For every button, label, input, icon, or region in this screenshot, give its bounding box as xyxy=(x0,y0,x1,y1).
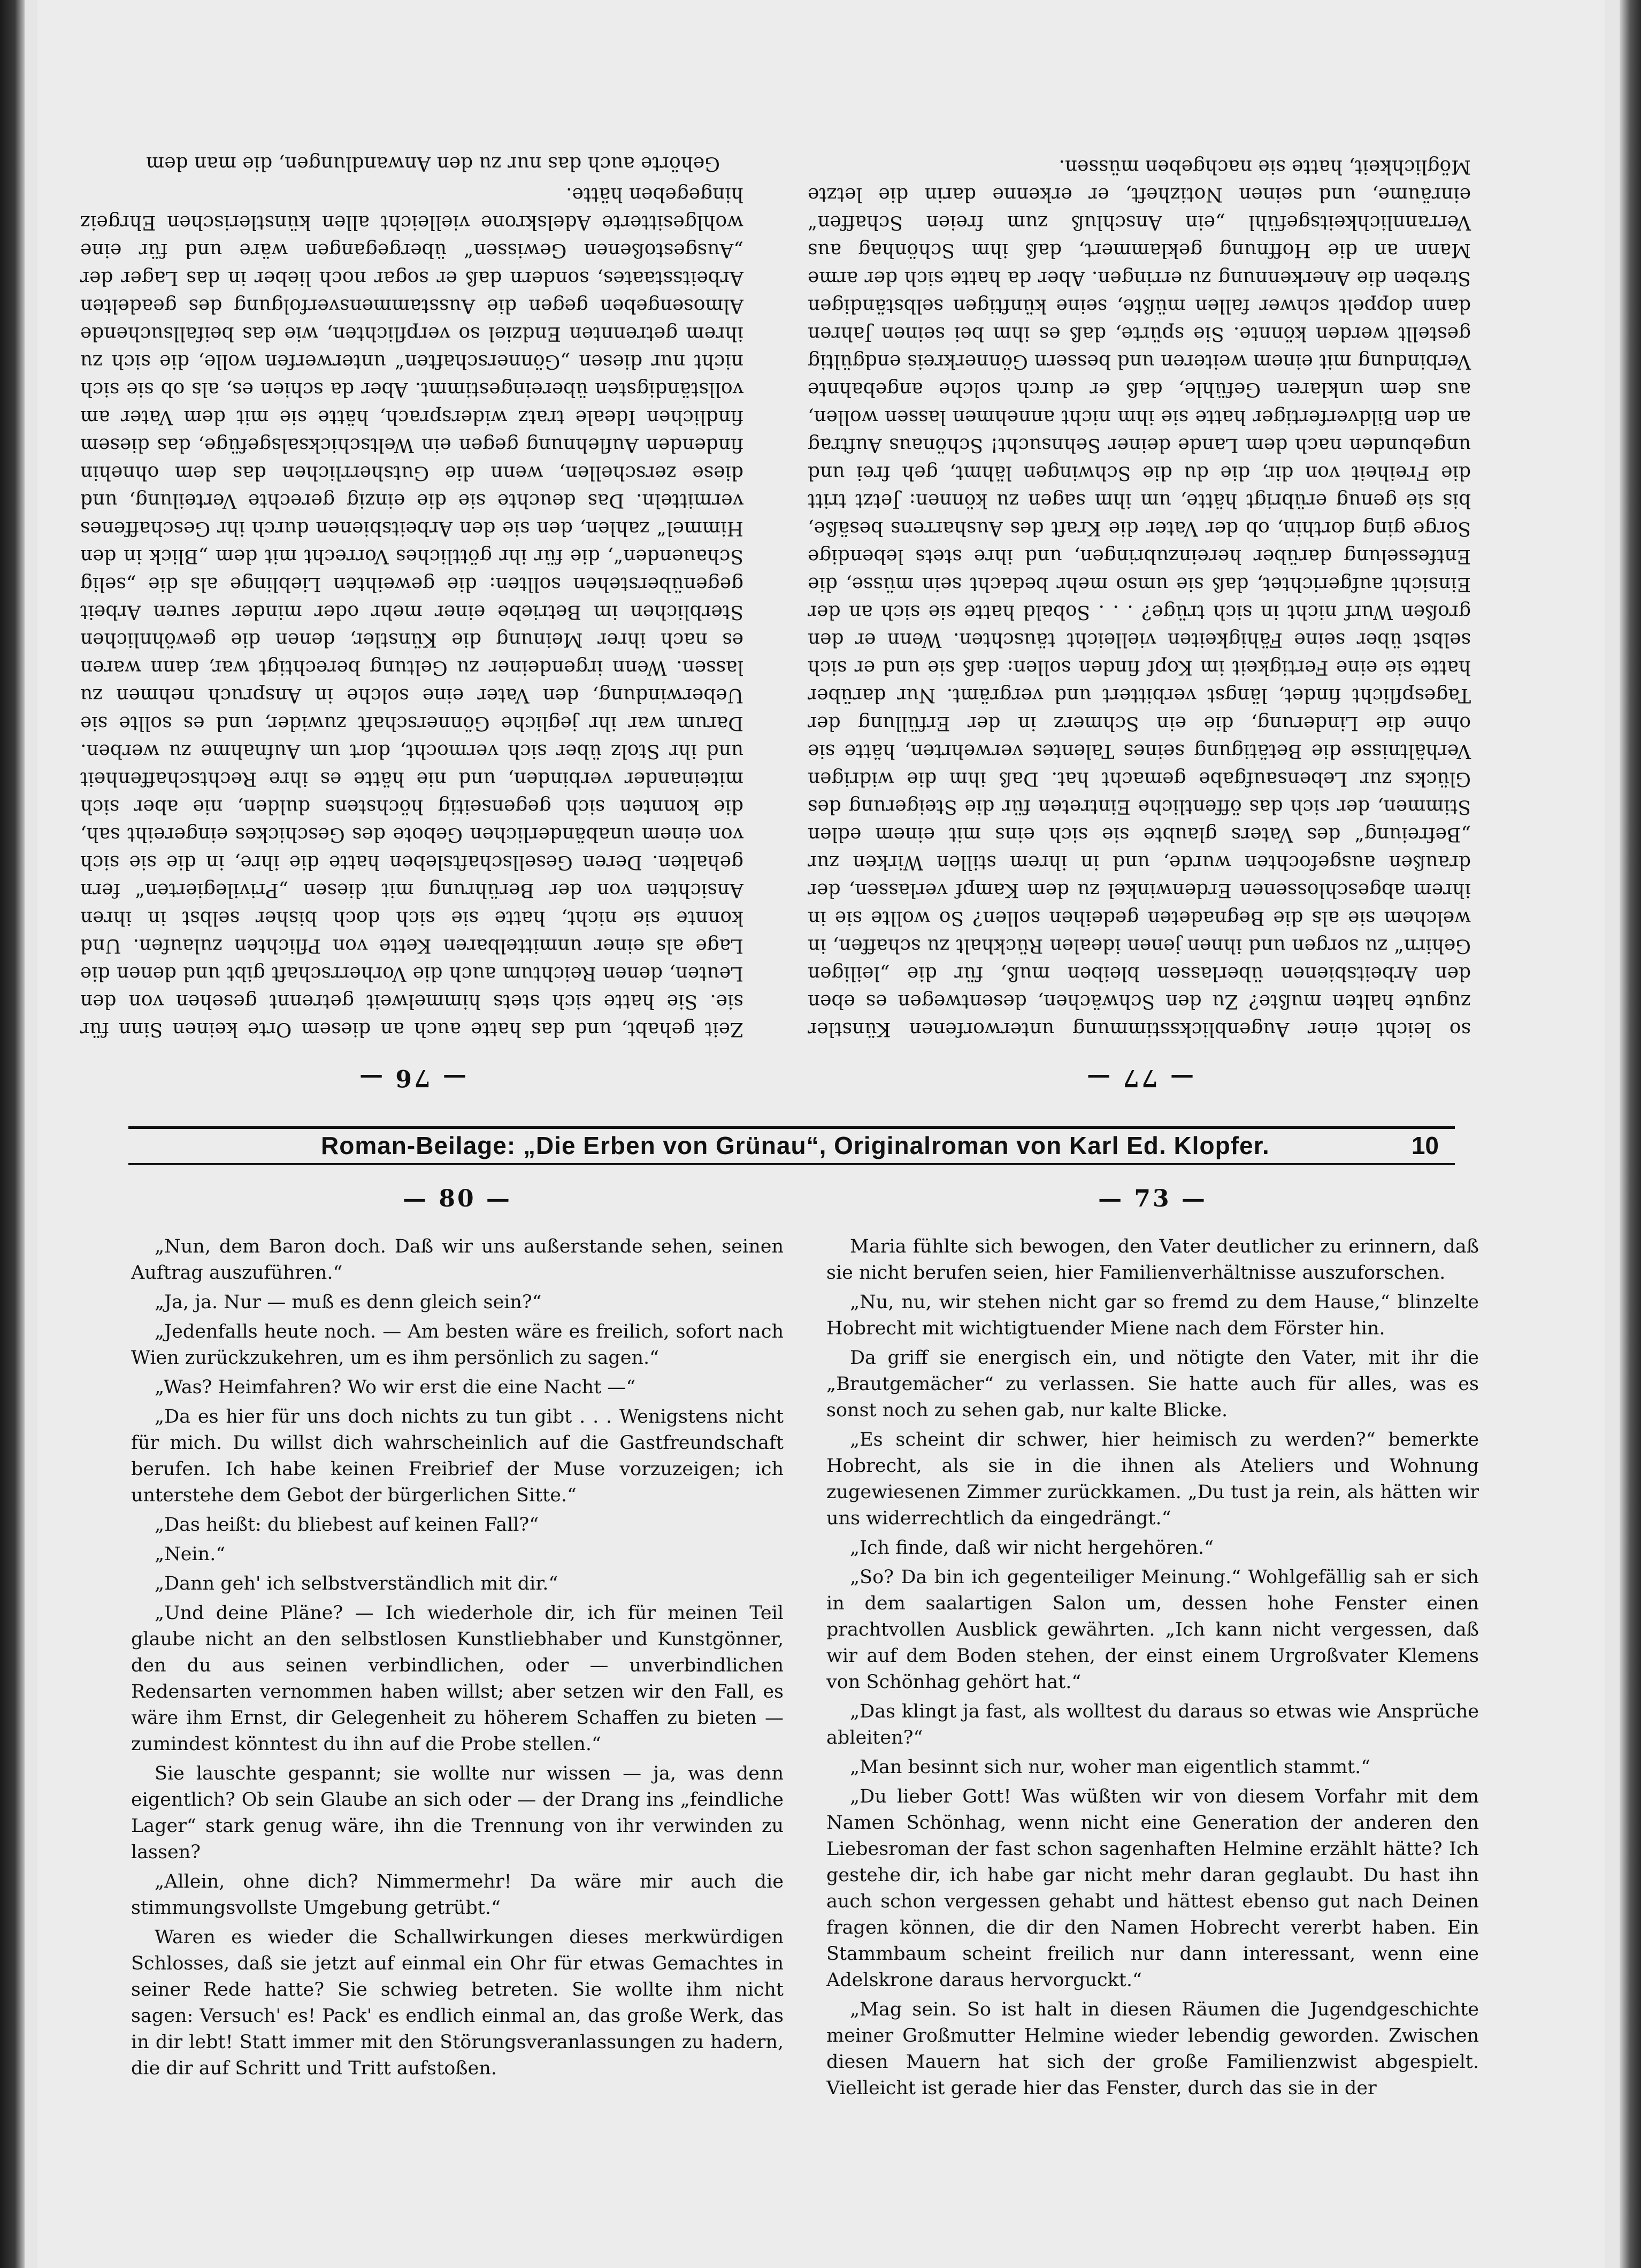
paragraph: Zeit gehabt, und das hatte auch an diesem Orte keinen Sinn für sie. Sie hatte sich stets himmelweit getrennt gesehen von den Leuten, denen Reichtum auch die Vorherrschaft gibt und denen die Lage als einer unmittelbaren Kette von Pflichten zulaufen. Und konnte sie nicht, hatte sie sich doch bisher selbst in ihren Ansichten von der Berührung mit diesen „Privilegierten“ fern gehalten. Deren Gesellschaftsleben hatte die ihre, in die sie sich von einem unabänderlichen Gebote des Geschickes eingereiht sah, die konnten sich gegenseitig höchstens dulden, nie aber sich miteinander verbinden, und nie hätte es ihre Rechtschaffenheit und ihr Stolz über sich vermocht, dort um Aufnahme zu werben. Darum war ihr jegliche Gönnerschaft zuwider, und es sollte sie Ueberwindung, den Vater eine solche in Anspruch nehmen zu lassen. Wenn irgendeiner zu Geltung berechtigt war, dann waren es nach ihrer Meinung die Künstler, denen die gewöhnlichen Sterblichen im Betriebe einer mehr oder minder sauren Arbeit gegenüberstehen sollten: die geweihten Lieblinge als die „selig Schauenden“, die für ihr göttliches Vorrecht mit dem „Blick in den Himmel“ zahlen, den sie den Arbeitsbienen durch ihr Geschaffenes vermitteln. Das deuchte sie die einzig gerechte Verteilung, und diese zerschellen, wenn die Gutsherrlichen das dem ohnehin findenden Auflehnung gegen ein Weltschicksalsgefüge, das diesem findlichen Ideale tratz widersprach, hätte sie mit dem Vater am vollständigsten übereingestimmt. Aber da schien es, als ob sie sich nicht nur diesen „Gönnerschaften“ unterwerfen wolle, die sich zu ihrem getrennten Endziel so verpflichten, wie das beifallsuchende Almosengeben gegen die Ausstammensverfolgung des geadelten Arbeitsstaates, sondern daß er sogar noch lieber in das Lager der „Ausgestoßenen Gewissen“ übergegangen wäre und für eine wohlgesitterte Adelskrone vielleicht allen künstlerischen Ehrgeiz hingegeben hätte. xyxy=(80,184,743,1040)
scan-left-edge xyxy=(0,0,25,2268)
page-number: — 77 — xyxy=(1085,1064,1194,1091)
paragraph: „Allein, ohne dich? Nimmermehr! Da wäre mir auch die stimmungsvollste Umgebung getrübt.“ xyxy=(131,1871,784,1919)
paragraph: Waren es wieder die Schallwirkungen dieses merkwürdigen Schlosses, daß sie jetzt auf einmal ein Ohr für etwas Gemachtes in seiner Rede hatte? Sie schwieg betreten. Sie wollte ihm nicht sagen: Versuch' es! Pack' es endlich einmal an, das große Werk, das in dir lebt! Statt immer mit den Störungsveranlassungen zu hadern, die dir auf Schritt und Tritt aufstoßen. xyxy=(131,1927,784,2079)
sheet-number: 10 xyxy=(1411,1132,1439,1159)
paragraph: Sie lauschte gespannt; sie wollte nur wissen — ja, was denn eigentlich? Ob sein Glaube an sich oder — der Drang ins „feindliche Lager“ stark genug wäre, ihn die Trennung von ihr verwinden zu lassen? xyxy=(131,1763,784,1863)
page-number: — 73 — xyxy=(1098,1185,1207,1212)
banner-title: Roman-Beilage: „Die Erben von Grünau“, Originalroman von Karl Ed. Klopfer. xyxy=(321,1132,1270,1159)
serial-novel-banner xyxy=(128,1126,1455,1165)
paragraph: „Das klingt ja fast, als wolltest du daraus so etwas wie Ansprüche ableiten?“ xyxy=(826,1701,1479,1748)
paragraph: „Nein.“ xyxy=(155,1544,226,1565)
paragraph: „Was? Heimfahren? Wo wir erst die eine Nacht —“ xyxy=(155,1377,636,1398)
paragraph: „Mag sein. So ist halt in diesen Räumen die Jugendgeschichte meiner Großmutter Helmine wieder lebendig geworden. Zwischen diesen Mauern hat sich der große Familienzwist abgespielt. Vielleicht ist gerade hier das Fenster, durch das sie in der xyxy=(826,1999,1479,2099)
paragraph: so leicht einer Augenblicksstimmung unterworfenen Künstler zugute halten mußte? Zu den Schwächen, desentwegen es eben den Arbeitsbienen überlassen bleiben muß, für die „leiligen Gehirn“ zu sorgen und ihnen jenen idealen Rückhalt zu schaffen, in welchem sie als die Begnadeten gedeihen sollen? So wollte sie in ihrem abgeschlossenen Erdenwinkel zu dem Kampf verlassen, der draußen ausgefochten wurde, und in ihrem stillen Wirken zur „Befreiung“ des Vaters glaubte sie sich eins mit einem edlen Stimmen, der sich das öffentliche Eintreten für die Steigerung des Glücks zur Lebensaufgabe gemacht hat. Daß ihm die widrigen Verhältnisse die Betätigung seines Talentes verwehrten, hätte sie ohne die Linderung, die ein Schmerz in der Erfüllung der Tagespflicht findet, längst verbittert und vergrämt. Nur darüber hatte sie eine Fertigkeit im Kopf finden sollen: daß sie und er sich selbst über seine Fähigkeiten vielleicht täuschten. Wenn er den großen Wurf nicht in sich trüge? . . . Sobald hatte sie sich an der Einsicht aufgerichtet, daß sie umso mehr bedacht sein müsse, die Entfesselung darüber hereinzubringen, und ihre stets lebendige Sorge ging dorthin, ob der Vater die Kraft des Ausharrens besäße, bis sie genug erübrigt hätte, um ihm sagen zu können: Jetzt tritt die Freiheit von dir, die du die Schwingen lähmt, geh frei und ungebunden nach dem Lande deiner Sehnsucht! Schönaus Auftrag an den Bildverfertiger hatte sie ihm nicht annehmen lassen wollen, aus dem unklaren Gefühle, daß er durch solche angebahnte Verbindung mit einem weiteren und bessern Gönnerkreis endgültig gestellt werden könnte. Sie spürte, daß es ihm bei seinen Jahren dann doppelt schwer fallen müßte, seine künftigen selbständigen Streben die Anerkennung zu erringen. Aber da hatte sich der arme Mann an die Hoffnung geklammert, daß ihm Schönhag aus Verrannlichkeitsgefühl „ein Anschluß zum freien Schaffen“ einräume, und seinen Notizheft, er erkenne darin die letzte Möglichkeit, hatte sie nachgeben müssen. xyxy=(808,156,1471,1040)
paragraph: „Du lieber Gott! Was wüßten wir von diesem Vorfahr mit dem Namen Schönhag, wenn nicht eine Generation der anderen den Liebesroman der fast schon sagenhaften Helmine erzählt hätte? Ich gestehe dir, ich habe gar nicht mehr daran geglaubt. Du hast ihn auch schon vergessen gehabt und hättest ebenso gut nach Deinen fragen können, die dir den Namen Hobrecht vererbt haben. Ein Stammbaum scheint freilich nur dann interessant, wenn eine Adelskrone daraus hervorguckt.“ xyxy=(826,1786,1479,1991)
lower-half xyxy=(126,1185,1479,2164)
inverted-page-76 xyxy=(80,80,743,1091)
paragraph: „Es scheint dir schwer, hier heimisch zu werden?“ bemerkte Hobrecht, als sie in die ihnen als Ateliers und Wohnung zugewiesenen Zimmer zurückkamen. „Du tust ja rein, als hätten wir uns widerrechtlich da eingedrängt.“ xyxy=(826,1429,1479,1529)
paragraph: „Dann geh' ich selbstverständlich mit dir.“ xyxy=(155,1573,558,1594)
paragraph: „Das heißt: du bliebest auf keinen Fall?“ xyxy=(155,1514,539,1536)
inverted-page-77 xyxy=(808,80,1471,1091)
paragraph: Gehörte auch das nur zu den Anwandlungen, die man dem xyxy=(146,152,720,174)
paragraph: „So? Da bin ich gegenteiliger Meinung.“ Wohlgefällig sah er sich in dem saalartigen Salon um, dessen hohe Fenster einen prachtvollen Ausblick gewährten. „Ich kann nicht vergessen, daß wir auf dem Boden stehen, der einst einem Urgroßvater Klemens von Schönhag gehört hat.“ xyxy=(826,1567,1479,1693)
paragraph: „Ich finde, daß wir nicht hergehören.“ xyxy=(850,1537,1214,1559)
paragraph: „Jedenfalls heute noch. — Am besten wäre es freilich, sofort nach Wien zurückzukehren, um es ihm persönlich zu sagen.“ xyxy=(131,1321,784,1369)
paragraph: „Nu, nu, wir stehen nicht gar so fremd zu dem Hause,“ blinzelte Hobrecht mit wichtigtuender Miene nach dem Förster hin. xyxy=(826,1292,1479,1339)
paragraph: „Ja, ja. Nur — muß es denn gleich sein?“ xyxy=(155,1292,542,1313)
paragraph: Da griff sie energisch ein, und nötigte den Vater, mit ihr die „Brautgemächer“ zu verlassen. Sie hatte auch für alles, was es sonst noch zu sehen gab, nur kalte Blicke. xyxy=(826,1347,1479,1421)
paragraph: „Nun, dem Baron doch. Daß wir uns außerstande sehen, seinen Auftrag auszuführen.“ xyxy=(131,1236,784,1284)
page-73 xyxy=(826,1185,1479,2164)
scan-right-edge xyxy=(1620,0,1641,2268)
page-80 xyxy=(131,1185,784,2164)
paragraph: „Da es hier für uns doch nichts zu tun gibt . . . Wenigstens nicht für mich. Du willst dich wahrscheinlich auf die Gastfreundschaft berufen. Ich habe keinen Freibrief der Muse vorzuzeigen; ich unterstehe dem Gebot der bürgerlichen Sitte.“ xyxy=(131,1406,784,1506)
paragraph: Maria fühlte sich bewogen, den Vater deutlicher zu erinnern, daß sie nicht berufen seien, hier Familienverhältnisse auszuforschen. xyxy=(826,1236,1479,1284)
paragraph: „Und deine Pläne? — Ich wiederhole dir, ich für meinen Teil glaube nicht an den selbstlosen Kunstliebhaber und Kunstgönner, den du aus seinen verbindlichen, oder — unverbindlichen Redensarten vernommen haben willst; aber setzen wir den Fall, es wäre ihm Ernst, dir Gelegenheit zu höherem Schaffen zu bieten — zumindest könntest du ihn auf die Probe stellen.“ xyxy=(131,1602,784,1755)
paragraph: „Man besinnt sich nur, woher man eigentlich stammt.“ xyxy=(850,1757,1371,1778)
page-number: — 80 — xyxy=(403,1185,512,1212)
page-number: — 76 — xyxy=(357,1064,466,1091)
inverted-upper-half xyxy=(80,80,1471,1091)
